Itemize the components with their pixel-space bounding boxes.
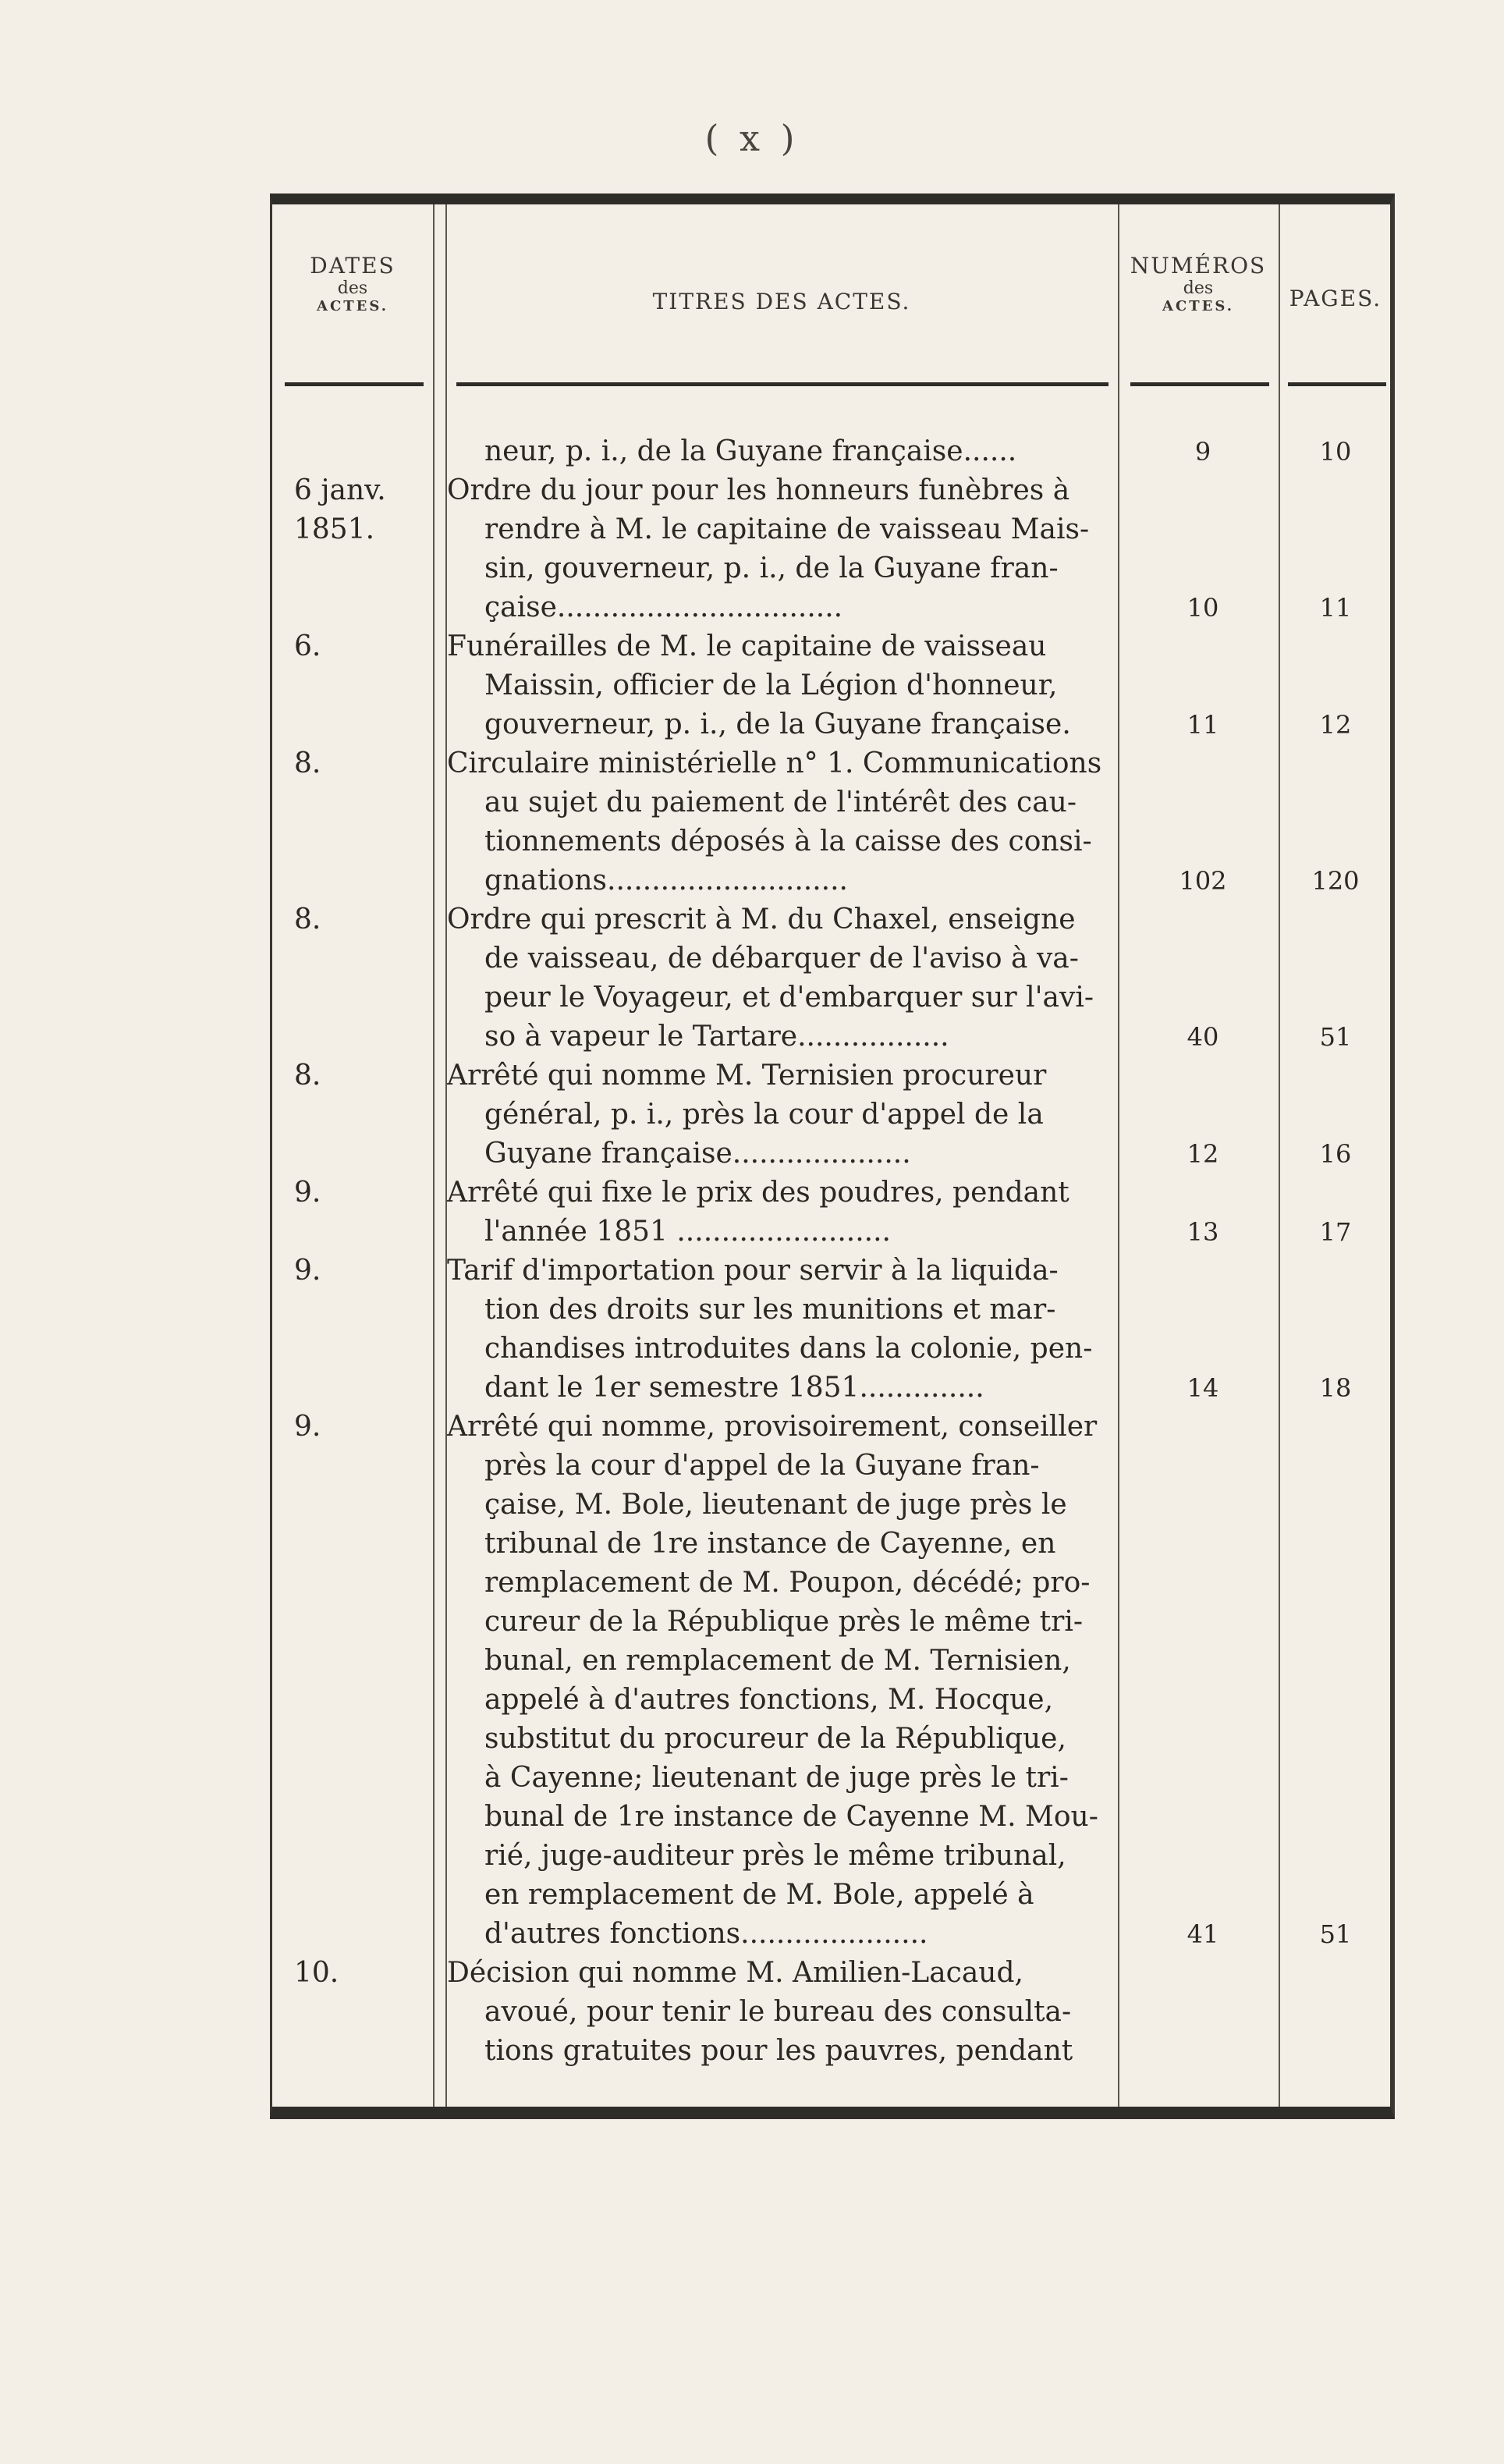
table-row	[272, 1252, 1390, 1408]
header-rule	[1130, 382, 1269, 386]
act-page: 11	[1319, 593, 1352, 623]
act-page: 12	[1319, 710, 1352, 740]
act-title-line: tribunal de 1re instance de Cayenne, en	[484, 1528, 1056, 1560]
act-title-line: neur, p. i., de la Guyane française......	[484, 435, 1017, 467]
act-date: 8.	[294, 747, 321, 779]
act-title-line: rendre à M. le capitaine de vaisseau Mais-	[484, 513, 1090, 545]
act-date: 10.	[294, 1957, 339, 1989]
act-number: 14	[1187, 1373, 1219, 1403]
act-title-line: çaise................................	[484, 591, 843, 623]
act-number: 10	[1187, 593, 1219, 623]
act-title	[447, 471, 1118, 627]
act-number: 13	[1187, 1217, 1219, 1247]
act-date: 9.	[294, 1411, 321, 1443]
act-page: 51	[1319, 1022, 1352, 1052]
act-number	[1129, 2032, 1277, 2071]
act-page: 16	[1319, 1139, 1352, 1169]
act-title-line: peur le Voyageur, et d'embarquer sur l'avi-	[484, 982, 1094, 1014]
act-title-line: rié, juge-auditeur près le même tribunal,	[484, 1840, 1066, 1872]
table-row	[272, 900, 1390, 1056]
act-date: 6 janv. 1851.	[294, 474, 386, 545]
act-date: 9.	[294, 1255, 321, 1287]
act-page: 51	[1319, 1919, 1352, 1949]
act-date: 9.	[294, 1177, 321, 1209]
act-title	[447, 1173, 1118, 1252]
act-title-line: Ordre du jour pour les honneurs funèbres à	[447, 474, 1070, 506]
table-row	[272, 627, 1390, 744]
act-title	[447, 900, 1118, 1056]
act-title	[447, 744, 1118, 900]
act-title-line: bunal, en remplacement de M. Ternisien,	[484, 1645, 1071, 1677]
page-number: ( x )	[704, 117, 800, 159]
act-date: 8.	[294, 1060, 321, 1092]
act-title-line: avoué, pour tenir le bureau des consulta-	[484, 1996, 1072, 2028]
act-title-line: l'année 1851 ........................	[484, 1216, 891, 1248]
act-page: 120	[1311, 866, 1360, 896]
header-rule	[1288, 382, 1386, 386]
header-rule	[456, 382, 1108, 386]
act-title	[447, 627, 1118, 744]
act-title-line: à Cayenne; lieutenant de juge près le tri-	[484, 1762, 1069, 1794]
table-row	[272, 471, 1390, 627]
act-date: 8.	[294, 904, 321, 936]
header-numbers	[1118, 204, 1279, 440]
act-title-line: substitut du procureur de la République,	[484, 1723, 1066, 1755]
act-title-line: de vaisseau, de débarquer de l'aviso à va-	[484, 943, 1079, 975]
table-row	[272, 1056, 1390, 1173]
act-number: 12	[1187, 1139, 1219, 1169]
act-title	[447, 1408, 1118, 1954]
act-title-line: çaise, M. Bole, lieutenant de juge près le	[484, 1489, 1067, 1521]
act-title-line: dant le 1er semestre 1851..............	[484, 1372, 984, 1404]
act-title-line: Arrêté qui nomme, provisoirement, conseiller	[447, 1411, 1098, 1443]
act-title-line: so à vapeur le Tartare.................	[484, 1021, 949, 1053]
header-numbers-line3: ACTES.	[1162, 298, 1235, 314]
act-title-line: remplacement de M. Poupon, décédé; pro-	[484, 1567, 1091, 1599]
act-title	[447, 1252, 1118, 1408]
act-title-line: sin, gouverneur, p. i., de la Guyane fran-	[484, 552, 1059, 584]
header-numbers-line2: des	[1183, 279, 1214, 298]
act-title	[447, 1056, 1118, 1173]
act-date: 6.	[294, 630, 321, 662]
header-numbers-line1: NUMÉROS	[1130, 253, 1267, 279]
act-title	[447, 432, 1118, 471]
act-title-line: appelé à d'autres fonctions, M. Hocque,	[484, 1684, 1054, 1716]
act-number: 102	[1179, 866, 1227, 896]
acts-table	[270, 193, 1395, 2119]
act-title-line: gnations...........................	[484, 865, 848, 896]
act-title-line: Guyane française....................	[484, 1138, 911, 1170]
act-title-line: Arrêté qui nomme M. Ternisien procureur	[447, 1060, 1047, 1092]
act-title-line: Arrêté qui fixe le prix des poudres, pendant	[447, 1177, 1069, 1209]
act-title-line: cureur de la République près le même tri-	[484, 1606, 1084, 1638]
act-title-line: Funérailles de M. le capitaine de vaisseau	[447, 630, 1047, 662]
act-page	[1285, 2032, 1386, 2071]
act-page: 17	[1319, 1217, 1352, 1247]
header-dates-line2: des	[337, 279, 368, 298]
table-row	[272, 1408, 1390, 1954]
table-row	[272, 432, 1390, 471]
act-title-line: près la cour d'appel de la Guyane fran-	[484, 1450, 1040, 1482]
act-title-line: général, p. i., près la cour d'appel de la	[484, 1099, 1044, 1131]
act-title-line: Ordre qui prescrit à M. du Chaxel, enseigne	[447, 904, 1076, 936]
table-row	[272, 1173, 1390, 1252]
header-dates-line3: ACTES.	[316, 298, 389, 314]
act-title-line: bunal de 1re instance de Cayenne M. Mou-	[484, 1801, 1098, 1833]
act-page: 10	[1319, 437, 1352, 467]
act-page: 18	[1319, 1373, 1352, 1403]
header-dates-line1: DATES	[310, 253, 396, 279]
header-dates	[272, 204, 433, 440]
act-title-line: tionnements déposés à la caisse des consi-	[484, 825, 1092, 857]
header-rule	[285, 382, 424, 386]
act-title-line: gouverneur, p. i., de la Guyane française.	[484, 708, 1071, 740]
header-titles-label: TITRES DES ACTES.	[652, 289, 911, 314]
act-title-line: chandises introduites dans la colonie, pen-	[484, 1333, 1093, 1365]
act-title-line: tions gratuites pour les pauvres, pendant	[484, 2035, 1073, 2067]
act-title-line: Maissin, officier de la Légion d'honneur,	[484, 669, 1058, 701]
table-row	[272, 1954, 1390, 2071]
act-title-line: Tarif d'importation pour servir à la liquida-	[447, 1255, 1059, 1287]
act-title-line: en remplacement de M. Bole, appelé à	[484, 1879, 1034, 1911]
act-title-line: au sujet du paiement de l'intérêt des cau-	[484, 786, 1077, 818]
act-number: 41	[1187, 1919, 1219, 1949]
act-title-line: tion des droits sur les munitions et mar-	[484, 1294, 1056, 1326]
header-pages-label: PAGES.	[1289, 286, 1382, 311]
act-title-line: Décision qui nomme M. Amilien-Lacaud,	[447, 1957, 1023, 1989]
act-number: 40	[1187, 1022, 1219, 1052]
act-title-line: d'autres fonctions.....................	[484, 1918, 928, 1950]
act-title-line: Circulaire ministérielle n° 1. Communications	[447, 747, 1102, 779]
act-number: 11	[1187, 710, 1219, 740]
act-title	[447, 1954, 1118, 2071]
table-row	[272, 744, 1390, 900]
act-number: 9	[1194, 437, 1211, 467]
